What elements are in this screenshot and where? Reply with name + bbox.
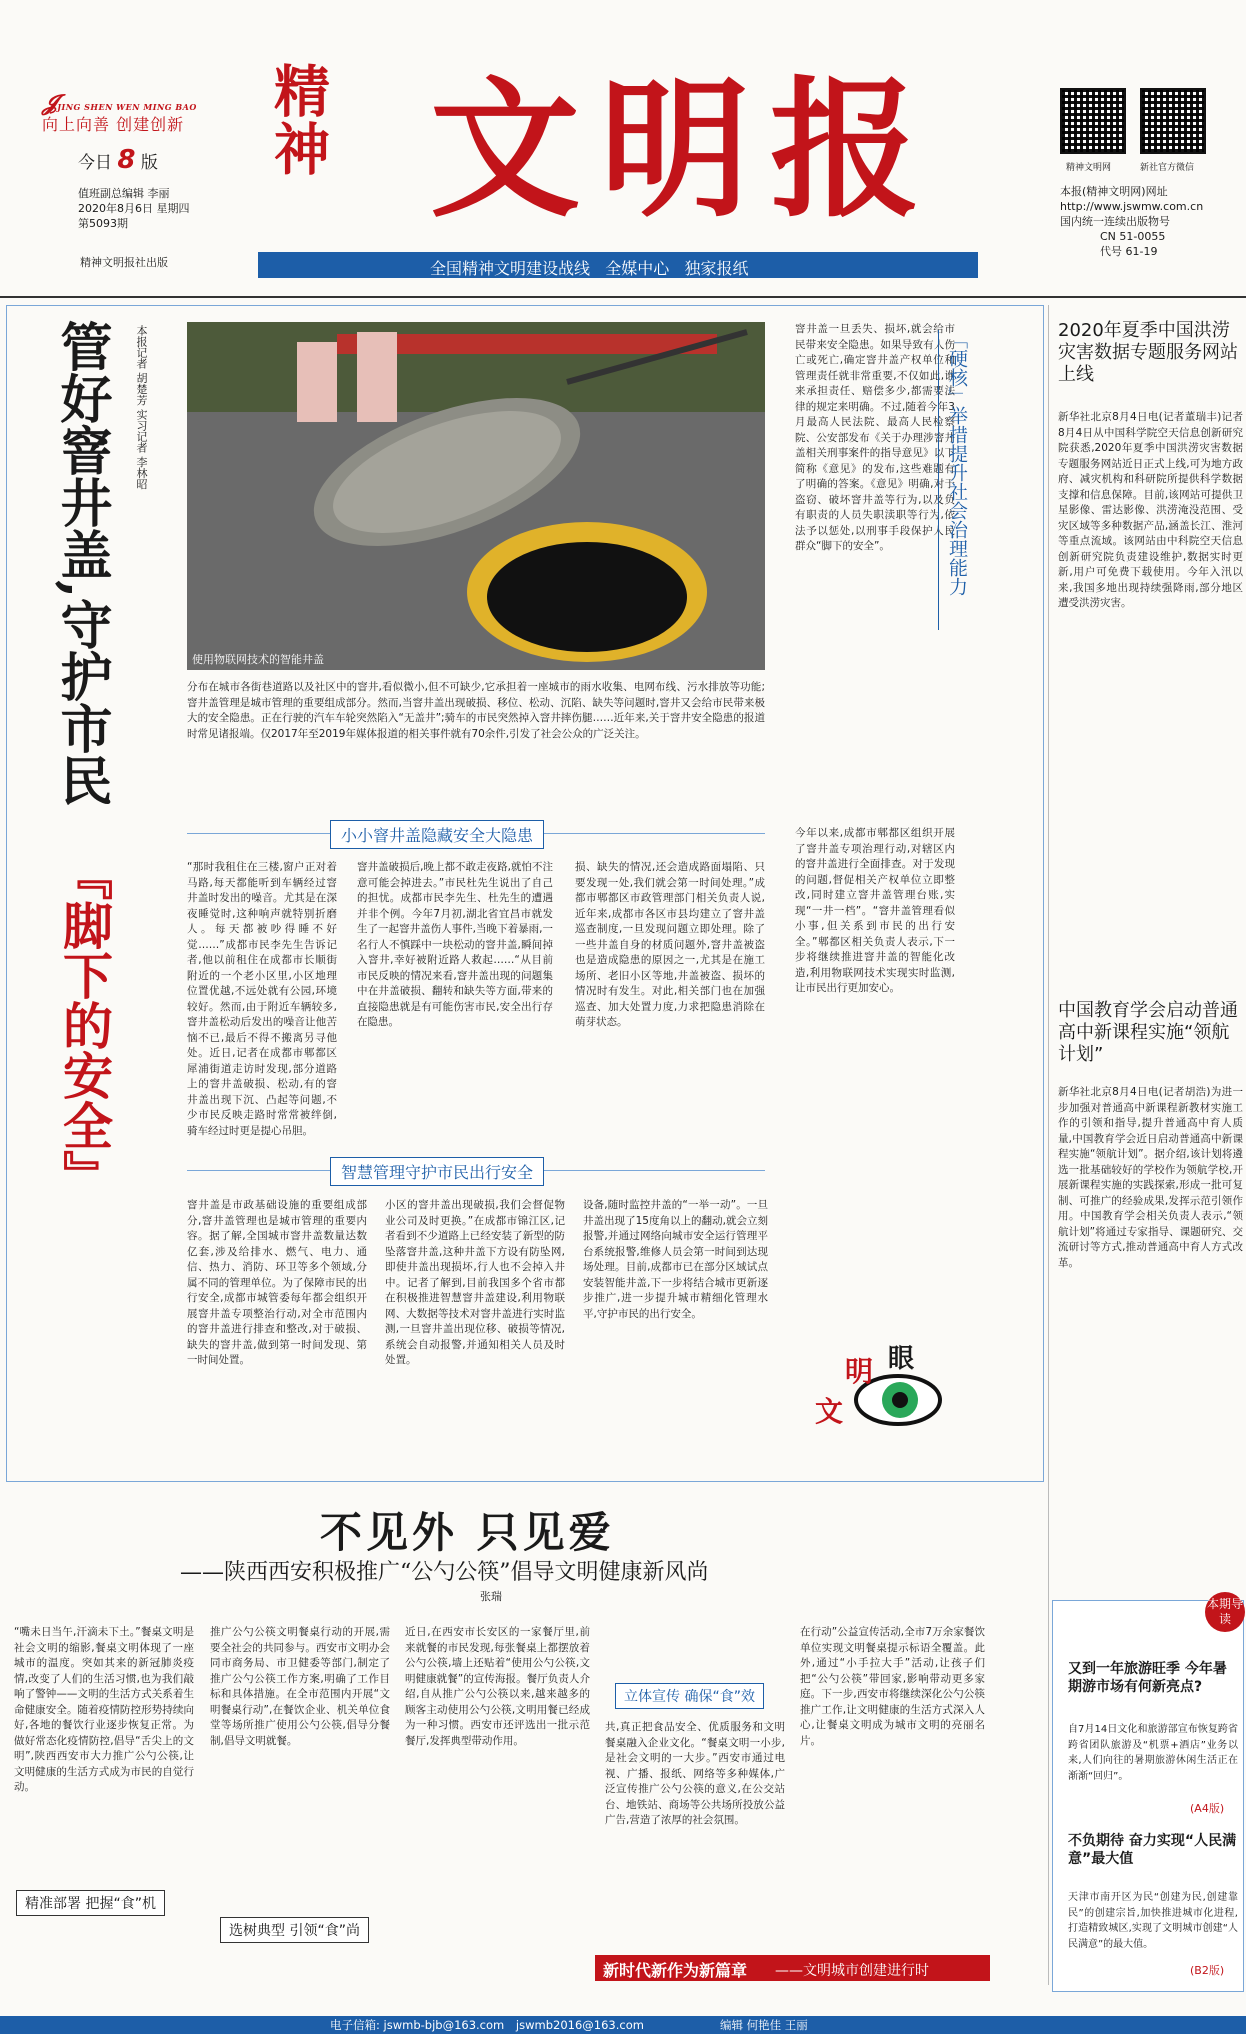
- teaser-item-2-text: 天津市南开区为民“创建为民,创建靠民”的创建宗旨,加快推进城市化进程,打造精致城区,实现了文明城市创建“人民满意”的最大值。: [1068, 1892, 1238, 1950]
- eye-logo-char: 文: [815, 1395, 844, 1428]
- city-banner-right: ——文明城市创建进行时: [775, 1963, 929, 1979]
- slogan: 向上向善 创建创新: [42, 115, 185, 134]
- lead-column-text: 窨井盖破损后,晚上都不敢走夜路,就怕不注意可能会掉进去。”市民杜先生说出了自己的担忧。成都市民李先生、杜先生的遭遇并非个例。今年7月初,湖北省宜昌市就发生了一起窨井盖伤人事件,当晚下着暴雨,一名行人不慎踩中一块松动的窨井盖,瞬间掉入窨井,幸好被附近路人救起……“从目前市民反映的情况来看,窨井盖出现的问题集中在井盖破损、翻转和缺失等方面,带来的直接隐患就是有可能伤害市民,安全出行存在隐患。: [357, 861, 553, 1028]
- feature-headline: 不见外 只见爱: [320, 1508, 615, 1557]
- qr-code-icon: [1140, 88, 1206, 154]
- today-pages: 今日 8 版: [78, 145, 158, 175]
- feature-byline: 张瑞: [480, 1590, 502, 1603]
- publisher: 精神文明报社出版: [80, 256, 168, 269]
- teaser-item-2-page: (B2版): [1190, 1964, 1225, 1977]
- city-banner-left: 新时代新作为新篇章: [603, 1961, 748, 1980]
- teaser-item-1-title: 又到一年旅游旺季 今年暑期游市场有何新亮点?: [1068, 1661, 1227, 1695]
- right-article-2-text: 新华社北京8月4日电(记者胡浩)为进一步加强对普通高中新课程新教材实施工作的引领和指导,提升普通高中育人质量,中国教育学会近日启动普通高中新课程实施“领航计划”。据介绍,该计划将遴选一批基础较好的学校作为领航学校,开展新课程实施的实践探索,形成一批可复制、可推广的经验成果,发挥示范引领作用。中国教育学会相关负责人表示,“领航计划”将通过专家指导、课题研究、交流研讨等方式,推动普通高中育人方式改革。: [1058, 1086, 1243, 1269]
- subhead-1: 小小窨井盖隐藏安全大隐患: [330, 820, 544, 849]
- sidebar-tag: 「硬核」举措提升社会治理能力: [938, 330, 969, 630]
- right-article-1-text: 新华社北京8月4日电(记者董瑞丰)记者8月4日从中国科学院空天信息创新研究院获悉,2020年夏季中国洪涝灾害数据专题服务网站近日正式上线,可为地方政府、减灾机构和科研院所提供科学数据支撑和信息保障。目前,该网站可提供卫星影像、雷达影像、洪涝淹没范围、受灾区域等多种数据产品,涵盖长江、淮河等重点流域。该网站由中科院空天信息创新研究院负责建设维护,数据实时更新,用户可免费下载使用。今年入汛以来,我国多地出现持续强降雨,部分地区遭受洪涝灾害。: [1058, 411, 1243, 609]
- right-article-2-title: 中国教育学会启动普通高中新课程实施“领航计划”: [1058, 1000, 1238, 1065]
- lead-headline: 管好窨井盖,守护市民: [51, 320, 112, 807]
- lead-headline-sub: 『脚下的安全』: [55, 850, 114, 1200]
- qr-label: 精神文明网: [1066, 163, 1112, 173]
- qr-label: 新社官方微信: [1140, 163, 1195, 173]
- feature-column-text: 推广公勺公筷文明餐桌行动的开展,需要全社会的共同参与。西安市文明办会同市商务局、市卫健委等部门,制定了推广公勺公筷工作方案,明确了工作目标和具体措施。在全市范围内开展“文明餐桌行动”,在餐饮企业、机关单位食堂等场所推广使用公勺公筷,倡导分餐制,倡导文明就餐。: [210, 1626, 390, 1747]
- feature-column-text: 近日,在西安市长安区的一家餐厅里,前来就餐的市民发现,每张餐桌上都摆放着公勺公筷,墙上还贴着“使用公勺公筷,文明健康就餐”的宣传海报。餐厅负责人介绍,自从推广公勺公筷以来,越来越多的顾客主动使用公勺公筷,文明用餐已经成为一种习惯。西安市还评选出一批示范餐厅,发挥典型带动作用。: [405, 1626, 590, 1747]
- feature-column-text: “嘴未日当午,汗滴未下土。”餐桌文明是社会文明的缩影,餐桌文明体现了一座城市的温度。突如其来的新冠肺炎疫情,改变了人们的生活习惯,也为我们敲响了警钟——文明的生活方式关系着生命健康安全。随着疫情防控形势持续向好,各地的餐饮行业逐步恢复正常。为做好常态化疫情防控,倡导“舌尖上的文明”,陕西西安市大力推广公勺公筷,让文明健康的生活方式成为市民的自觉行动。: [14, 1626, 194, 1793]
- teaser-item-1-text: 自7月14日文化和旅游部宣布恢复跨省跨省团队旅游及“机票+酒店”业务以来,人们向往的暑期旅游休闲生活正在渐渐“回归”。: [1068, 1724, 1238, 1782]
- manhole-photo: [187, 322, 765, 670]
- lead-column-text: 小区的窨井盖出现破损,我们会督促物业公司及时更换。”在成都市锦江区,记者看到不少道路上已经安装了新型的防坠落窨井盖,这种井盖下方设有防坠网,即使井盖出现损坏,行人也不会掉入井中。记者了解到,目前我国多个省市都在积极推进智慧窨井盖建设,利用物联网、大数据等技术对窨井盖进行实时监测,一旦窨井盖出现位移、破损等情况,系统会自动报警,并通知相关人员及时处置。: [385, 1199, 565, 1366]
- teaser-item-1-page: (A4版): [1190, 1802, 1225, 1815]
- website-info: 本报(精神文明网)网址 http://www.jswmw.com.cn 国内统一连续出版物号 CN 51-0055 代号 61-19: [1060, 185, 1204, 258]
- feature-subheadline: ——陕西西安积极推广“公勺公筷”倡导文明健康新风尚: [180, 1560, 709, 1585]
- teaser-label: 本期导读: [1205, 1592, 1245, 1632]
- subhead-2: 智慧管理守护市民出行安全: [330, 1157, 544, 1186]
- qr-code-icon: [1060, 88, 1126, 154]
- masthead-title-left: 精神: [265, 62, 331, 178]
- eye-logo-char: 眼: [888, 1344, 915, 1374]
- feature-column-text: 在行动”公益宣传活动,全市7万余家餐饮单位实现文明餐桌提示标语全覆盖。此外,通过“小手拉大手”活动,让孩子们把“公勺公筷”带回家,影响带动更多家庭。下一步,西安市将继续深化公勺公筷推广工作,让文明健康的生活方式深入人心,让餐桌文明成为城市文明的亮丽名片。: [800, 1626, 985, 1747]
- issue-info: 值班副总编辑 李丽 2020年8月6日 星期四 第5093期: [78, 187, 190, 230]
- right-column-rule: [1048, 305, 1049, 1985]
- footer-email: 电子信箱: jswmb-bjb@163.com jswmb2016@163.com: [330, 2018, 644, 2032]
- lead-photo: [187, 322, 765, 670]
- feature-column-text: 共,真正把食品安全、优质服务和文明餐桌融入企业文化。“餐桌文明一小步,是社会文明的一大步。”西安市通过电视、广播、报纸、网络等多种媒体,广泛宣传推广公勺公筷的意义,在公交站台、地铁站、商场等公共场所投放公益广告,营造了浓厚的社会氛围。: [605, 1721, 785, 1826]
- feature-box-head-3: 立体宣传 确保“食”效: [615, 1683, 764, 1709]
- tagline: 全国精神文明建设战线 全媒中心 独家报纸: [430, 259, 749, 278]
- lead-column-text: 窨井盖一旦丢失、损坏,就会给市民带来安全隐患。如果导致有人伤亡或死亡,确定窨井盖产权单位和管理责任就非常重要,不仅如此,谁来承担责任、赔偿多少,都需要法律的规定来明确。不过,随着今年3月最高人民法院、最高人民检察院、公安部发布《关于办理涉窨井盖相关刑事案件的指导意见》以下简称《意见》的发布,这些难题有了明确的答案。《意见》明确,对于盗窃、破坏窨井盖等行为,以及负有职责的人员失职渎职等行为,依法予以惩处,以刑事手段保护人民群众“脚下的安全”。: [795, 323, 955, 552]
- lead-column-text: 设备,随时监控井盖的“一举一动”。一旦井盖出现了15度角以上的翻动,就会立刻报警,并通过网络向城市安全运行管理平台系统报警,维修人员会第一时间到达现场处理。目前,成都市已在部分区域试点安装智能井盖,下一步将结合城市更新逐步推广,进一步提升城市精细化管理水平,守护市民的出行安全。: [583, 1199, 768, 1320]
- masthead-title-main: 文明报: [430, 62, 941, 238]
- teaser-item-2-title: 不负期待 奋力实现“人民满意”最大值: [1068, 1833, 1237, 1867]
- brand-logo-latin: 𝓙JING SHEN WEN MING BAO: [42, 90, 197, 116]
- lead-column-text: 今年以来,成都市郫都区组织开展了窨井盖专项治理行动,对辖区内的窨井盖进行全面排查。对于发现的问题,督促相关产权单位立即整改,同时建立窨井盖管理台账,实现“一井一档”。“窨井盖管理看似小事,但关系到市民的出行安全。”郫都区相关负责人表示,下一步将继续推进窨井盖的智能化改造,利用物联网技术实现实时监测,让市民出行更加安心。: [795, 827, 955, 994]
- lead-intro: 分布在城市各街巷道路以及社区中的窨井,看似微小,但不可缺少,它承担着一座城市的雨水收集、电网布线、污水排放等功能;窨井盖管理是城市管理的重要组成部分。然而,当窨井盖出现破损、移位、松动、沉陷、缺失等问题时,窨井又会给市民带来极大的安全隐患。正在行驶的汽车车轮突然陷入“无盖井”;骑车的市民突然掉入窨井摔伤腿……近年来,关于窨井安全隐患的报道时常见诸报端。仅2017年至2019年媒体报道的相关事件就有70余件,引发了社会公众的广泛关注。: [187, 681, 765, 740]
- feature-box-head-2: 选树典型 引领“食”尚: [220, 1917, 369, 1943]
- footer-editor: 编辑 何艳佳 王丽: [720, 2018, 808, 2032]
- feature-box-head-1: 精准部署 把握“食”机: [16, 1890, 165, 1916]
- lead-column-text: “那时我租住在三楼,窗户正对着马路,每天都能听到车辆经过窨井盖时发出的噪音。尤其是在深夜睡觉时,这种响声就特别折磨人。每天都被吵得睡不好觉……”成都市民李先生告诉记者,他以前租住在成都市长顺街附近的一个老小区里,小区地理位置优越,不远处就有公园,环境较好。然而,由于附近车辆较多,窨井盖松动后发出的噪音让他苦恼不已,最后不得不搬离另寻他处。近日,记者在成都市郫都区犀浦街道走访时发现,部分道路上的窨井盖破损、松动,有的窨井盖出现下沉、凸起等问题,不少市民反映走路时常常被绊倒,骑车经过时更是提心吊胆。: [187, 861, 337, 1137]
- lead-column-text: 损、缺失的情况,还会造成路面塌陷、只要发现一处,我们就会第一时间处理。”成都市郫都区市政管理部门相关负责人说,近年来,成都市各区市县均建立了窨井盖巡查制度,一旦发现问题立即处理。除了一些井盖自身的材质问题外,窨井盖被盗也是造成隐患的原因之一,尤其是在施工场所、老旧小区等地,井盖被盗、损坏的情况时有发生。对此,相关部门也在加强巡查、加大处置力度,力求把隐患消除在萌芽状态。: [575, 861, 765, 1028]
- lead-column-text: 窨井盖是市政基础设施的重要组成部分,窨井盖管理也是城市管理的重要内容。据了解,全国城市窨井盖数量达数亿套,涉及给排水、燃气、电力、通信、热力、消防、环卫等多个领域,分属不同的管理单位。为了保障市民的出行安全,成都市城管委每年都会组织开展窨井盖专项整治行动,对全市范围内的窨井盖进行排查和整改,对于破损、缺失的窨井盖,做到第一时间发现、第一时间处置。: [187, 1199, 367, 1366]
- eye-logo-char: 明: [845, 1355, 874, 1388]
- right-article-1-title: 2020年夏季中国洪涝灾害数据专题服务网站上线: [1058, 320, 1238, 385]
- lead-byline: 本报记者 胡楚芳 实习记者 李林昭: [135, 325, 148, 490]
- masthead: [0, 0, 1246, 300]
- photo-caption: 使用物联网技术的智能井盖: [192, 653, 324, 666]
- masthead-rule: [0, 296, 1246, 298]
